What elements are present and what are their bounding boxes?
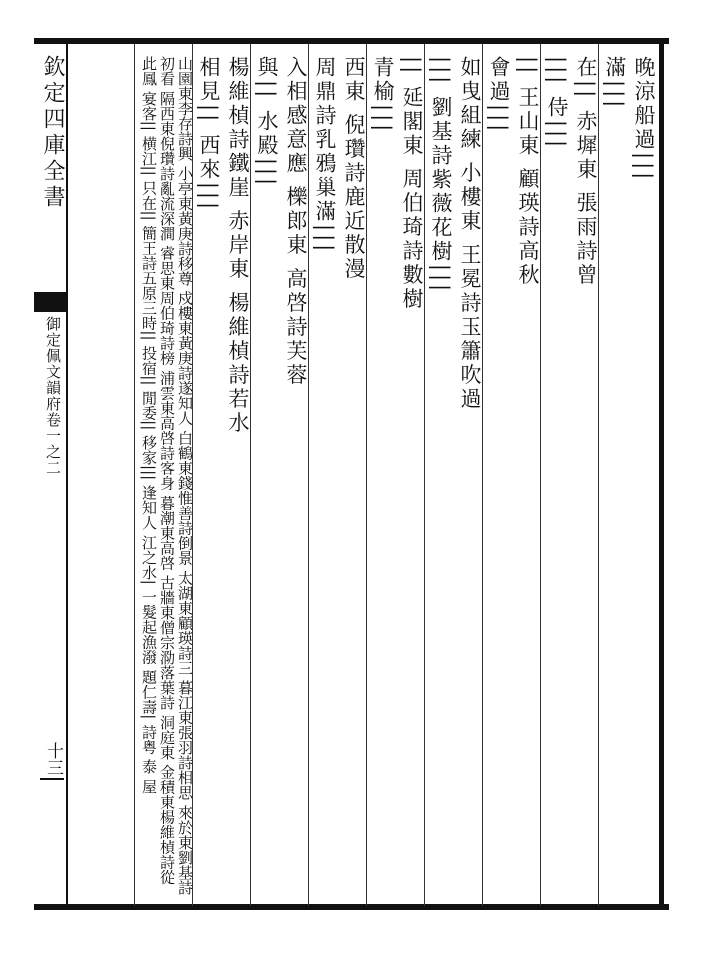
text-column bbox=[484, 48, 542, 898]
column-separator bbox=[134, 44, 135, 906]
chapter-title: 御定佩文韻府卷一之二 bbox=[44, 316, 62, 476]
column-right-line: 晚涼船過||| bbox=[632, 56, 656, 183]
column-left-line: 周鼎詩乳鴉巢滿||| bbox=[313, 56, 337, 255]
text-column bbox=[136, 48, 194, 898]
column-left-line: ||| 侍||| bbox=[545, 56, 569, 151]
column-right-line: 入相感意應 櫟郎東 高啓詩芙蓉 bbox=[284, 56, 308, 388]
book-title: 欽定四庫全書 bbox=[40, 55, 65, 211]
column-left-line: ||| 劉基詩紫薇花樹||| bbox=[429, 56, 453, 295]
column-left-line: 相見|| 西來||| bbox=[197, 56, 221, 213]
page-tick bbox=[40, 778, 64, 780]
column-left-line: 青榆||| bbox=[371, 56, 395, 135]
text-column bbox=[368, 48, 426, 898]
overflow-glyphs: 山園東李存詩興 小亭東黃庚詩移尊 戍樓東黃庚詩遂知人 白鶴東錢惟善詩倒景 太湖東顧瑛詩三 暮江東張羽詩相思 來於東劉基詩初看 隔西東倪瓚詩亂流深澗 睿思東周伯琦詩榜 浦雲東高啓詩客身 暮潮東高啓 古牆東僧宗泐落葉詩 洞庭東 金積東楊維楨詩從此鳳 宴客|| 横江|| 只在|| 簡王詩五原三時|| 投宿|| 閒委|| 移家||| 逢知人 江之水| 一髮起漁潑 題仁壽| 詩粤 泰 屋 bbox=[140, 56, 194, 895]
column-right-line: || 延閣東 周伯琦詩數樹 bbox=[400, 56, 424, 312]
text-column bbox=[600, 48, 658, 898]
margin-rule bbox=[66, 38, 68, 910]
column-right-line: 如曳組練 小樓東 王冕詩玉簫吹過 bbox=[458, 56, 482, 412]
text-column bbox=[310, 48, 368, 898]
text-column bbox=[426, 48, 484, 898]
frame-right-rule bbox=[659, 38, 664, 910]
frame-bottom-rule bbox=[34, 904, 669, 910]
text-column bbox=[194, 48, 252, 898]
column-right-line: 在|| 赤墀東 張雨詩曾 bbox=[574, 56, 598, 288]
text-column bbox=[252, 48, 310, 898]
page-number: 十三 bbox=[43, 742, 63, 776]
column-left-line: 會過||| bbox=[487, 56, 511, 135]
column-right-line: || 王山東 顧瑛詩高秋 bbox=[516, 56, 540, 288]
column-right-line: 西東 倪瓚詩鹿近散漫 bbox=[342, 56, 366, 282]
column-left-line: 與|| 水殿||| bbox=[255, 56, 279, 189]
text-column bbox=[542, 48, 600, 898]
fish-tail-mark bbox=[34, 292, 66, 312]
column-left-line: 滿||| bbox=[603, 56, 627, 111]
frame-top-rule bbox=[34, 38, 669, 44]
column-right-line: 楊維楨詩鐵崖 赤岸東 楊維楨詩若水 bbox=[226, 56, 250, 436]
